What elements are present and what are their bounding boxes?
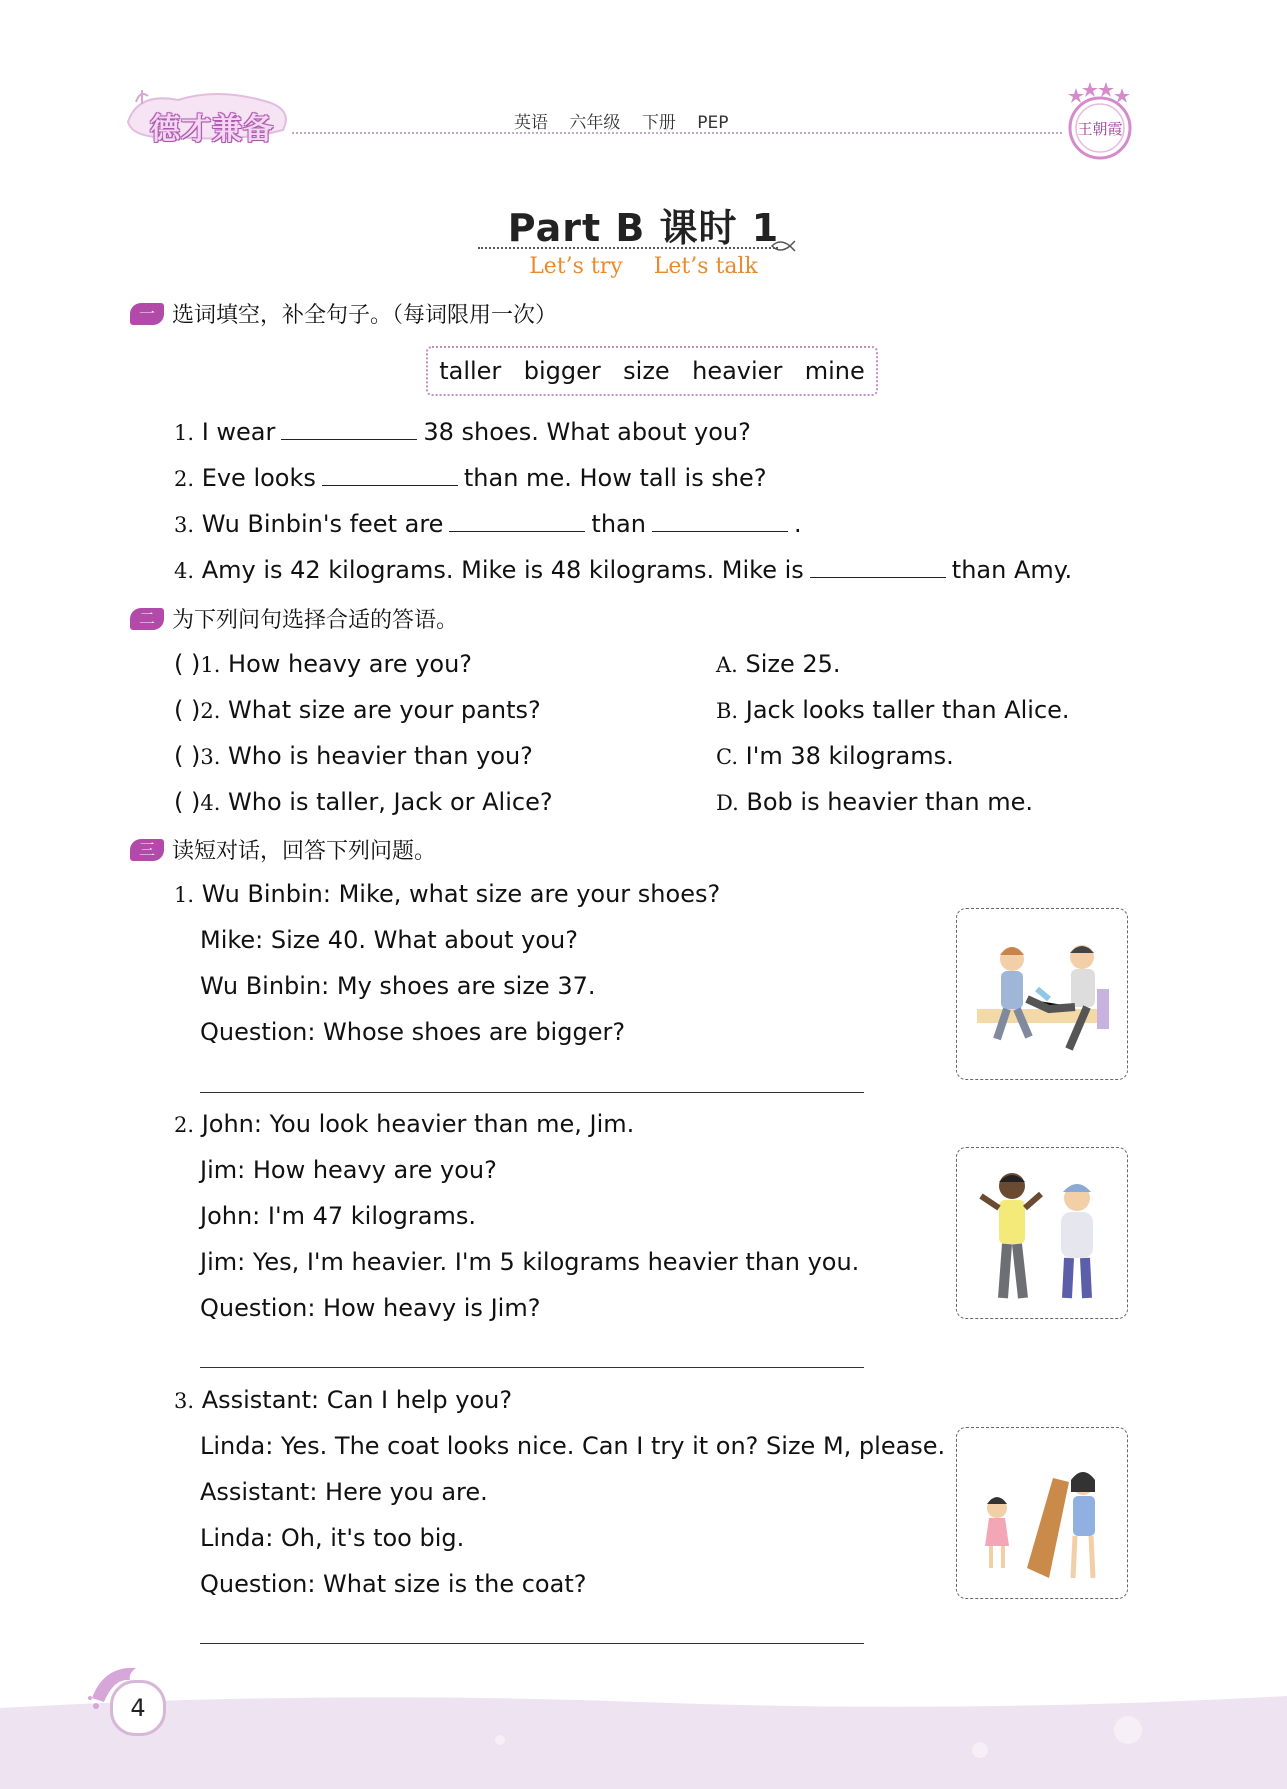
match-question-3: ( )3. Who is heavier than you? — [174, 742, 533, 770]
match-question-1: ( )1. How heavy are you? — [174, 650, 473, 678]
answer-blank[interactable] — [281, 419, 417, 440]
footer-decoration — [0, 1690, 1287, 1789]
word-bank — [426, 346, 878, 396]
answer-line[interactable] — [200, 1643, 864, 1644]
illustration-kids-sitting — [956, 908, 1128, 1080]
header-edition: PEP — [697, 113, 729, 133]
dialog-3-line: Linda: Oh, it's too big. — [200, 1524, 465, 1552]
header-grade: 六年级 — [569, 113, 621, 133]
illustration-girl-and-assistant — [956, 1427, 1128, 1599]
word-bank-item: size — [623, 357, 670, 385]
answer-paren[interactable]: ( ) — [174, 788, 201, 816]
answer-blank[interactable] — [322, 465, 458, 486]
section-1-badge: 一 — [130, 303, 164, 325]
header-meta — [514, 108, 744, 133]
section-2-heading — [130, 603, 458, 634]
dialog-3-line: Linda: Yes. The coat looks nice. Can I try it on? Size M, please. — [200, 1432, 946, 1460]
title-underline — [478, 247, 778, 249]
illustration-two-boys — [956, 1147, 1128, 1319]
dialog-1-question: Question: Whose shoes are bigger? — [200, 1018, 626, 1046]
word-bank-item: mine — [804, 357, 865, 385]
answer-blank[interactable] — [652, 511, 788, 532]
dialog-2-line: John: I'm 47 kilograms. — [200, 1202, 476, 1230]
dialog-2-line: Jim: How heavy are you? — [200, 1156, 497, 1184]
header-volume: 下册 — [641, 113, 676, 133]
match-answer-d: D. Bob is heavier than me. — [716, 788, 1033, 816]
fill-item-3: 3. Wu Binbin's feet are than . — [174, 510, 802, 538]
dialog-1-line: Wu Binbin: My shoes are size 37. — [200, 972, 596, 1000]
section-2-title: 为下列问句选择合适的答语。 — [172, 608, 459, 633]
word-bank-item: bigger — [523, 357, 601, 385]
dialog-1-line: Mike: Size 40. What about you? — [200, 926, 578, 954]
section-2-badge: 二 — [130, 608, 164, 630]
match-answer-c: C. I'm 38 kilograms. — [716, 742, 954, 770]
section-3-badge: 三 — [130, 839, 164, 861]
subtitle-lets-talk: Let’s talk — [653, 254, 758, 279]
fill-item-2: 2. Eve looks than me. How tall is she? — [174, 464, 767, 492]
word-bank-item: taller — [439, 357, 502, 385]
fish-icon — [770, 236, 796, 256]
answer-blank[interactable] — [449, 511, 585, 532]
section-3-title: 读短对话，回答下列问题。 — [172, 839, 437, 864]
match-answer-a: A. Size 25. — [716, 650, 841, 678]
page-title: Part B 课时 1 — [507, 206, 780, 250]
dialog-2-line: Jim: Yes, I'm heavier. I'm 5 kilograms heavier than you. — [200, 1248, 860, 1276]
fill-item-1: 1. I wear 38 shoes. What about you? — [174, 418, 751, 446]
dialog-2-question: Question: How heavy is Jim? — [200, 1294, 541, 1322]
subtitle-lets-try: Let’s try — [529, 254, 623, 279]
dialog-1-line: 1. Wu Binbin: Mike, what size are your shoes? — [174, 880, 721, 908]
header-subject: 英语 — [514, 113, 548, 133]
section-1-heading — [130, 298, 557, 329]
page-number: 4 — [110, 1680, 166, 1736]
answer-paren[interactable]: ( ) — [174, 742, 201, 770]
answer-line[interactable] — [200, 1092, 864, 1093]
subtitle — [0, 254, 1287, 279]
match-question-2: ( )2. What size are your pants? — [174, 696, 541, 724]
word-bank-item: heavier — [692, 357, 783, 385]
section-1-title: 选词填空，补全句子。（每词限用一次） — [172, 303, 558, 328]
brand-logo-text: 德才兼备 — [150, 112, 274, 147]
answer-paren[interactable]: ( ) — [174, 696, 201, 724]
dialog-2-line: 2. John: You look heavier than me, Jim. — [174, 1110, 635, 1138]
match-answer-b: B. Jack looks taller than Alice. — [716, 696, 1070, 724]
answer-line[interactable] — [200, 1367, 864, 1368]
answer-paren[interactable]: ( ) — [174, 650, 201, 678]
section-3-heading — [130, 834, 436, 865]
answer-blank[interactable] — [810, 557, 946, 578]
publisher-seal — [1060, 80, 1140, 166]
fill-item-4: 4. Amy is 42 kilograms. Mike is 48 kilograms. Mike is than Amy. — [174, 556, 1073, 584]
match-question-4: ( )4. Who is taller, Jack or Alice? — [174, 788, 553, 816]
dialog-3-line: 3. Assistant: Can I help you? — [174, 1386, 513, 1414]
dialog-3-line: Assistant: Here you are. — [200, 1478, 488, 1506]
seal-text: 王朝霞 — [1077, 120, 1123, 138]
dialog-3-question: Question: What size is the coat? — [200, 1570, 587, 1598]
